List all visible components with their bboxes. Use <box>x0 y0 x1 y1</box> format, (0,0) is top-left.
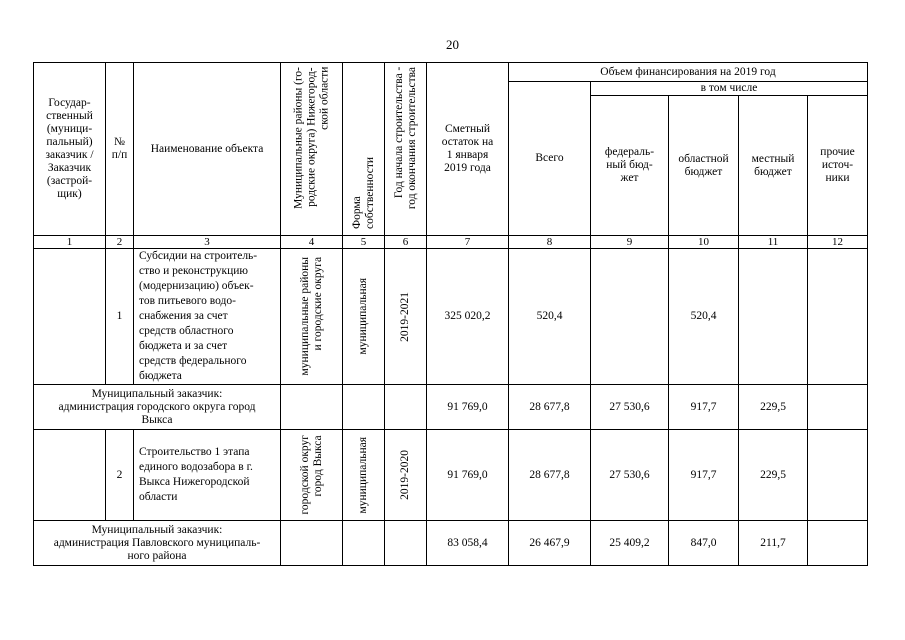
header-local: местный бюджет <box>739 96 808 236</box>
table-row <box>34 521 868 566</box>
federal-cell <box>591 249 669 385</box>
federal-cell: 25 409,2 <box>591 521 669 566</box>
header-total: Всего <box>509 82 591 236</box>
header-districts: Муниципальные районы (го- родские округа) Нижегород- ской области <box>281 63 343 236</box>
other-cell <box>808 521 868 566</box>
row-number: 2 <box>106 430 134 521</box>
col-number: 11 <box>739 236 808 249</box>
local-cell: 229,5 <box>739 430 808 521</box>
other-cell <box>808 249 868 385</box>
col-number: 8 <box>509 236 591 249</box>
object-name: Субсидии на строитель- ство и реконструкцию (модернизацию) объек- тов питьевого водо- снабжения за счет средств областного бюджета и за счет средств федерального бюджета <box>134 249 281 385</box>
col-number: 1 <box>34 236 106 249</box>
customer-group-label: Муниципальный заказчик: администрация городского округа город Выкса <box>34 385 281 430</box>
header-including: в том числе <box>591 82 868 96</box>
district-cell: городской округ город Выкса <box>281 430 343 521</box>
total-cell: 28 677,8 <box>509 430 591 521</box>
table-row <box>34 430 868 521</box>
total-cell: 28 677,8 <box>509 385 591 430</box>
row-number: 1 <box>106 249 134 385</box>
financing-table <box>33 62 868 566</box>
federal-cell: 27 530,6 <box>591 385 669 430</box>
col-number: 4 <box>281 236 343 249</box>
col-number: 2 <box>106 236 134 249</box>
col-number: 10 <box>669 236 739 249</box>
page-number: 20 <box>446 37 459 52</box>
object-name: Строительство 1 этапа единого водозабора в г. Выкса Нижегородской области <box>134 430 281 521</box>
header-years: Год начала строительства - год окончания строительства <box>385 63 427 236</box>
regional-cell: 917,7 <box>669 385 739 430</box>
header-ownership: Форма собственности <box>343 63 385 236</box>
customer-cell <box>34 249 106 385</box>
col-number: 5 <box>343 236 385 249</box>
district-cell: муниципальные районы и городские округа <box>281 249 343 385</box>
regional-cell: 847,0 <box>669 521 739 566</box>
district-cell <box>281 385 343 430</box>
col-number: 3 <box>134 236 281 249</box>
years-cell <box>385 521 427 566</box>
years-cell: 2019-2021 <box>385 249 427 385</box>
customer-group-label: Муниципальный заказчик: администрация Павловского муниципаль- ного района <box>34 521 281 566</box>
header-regional: областной бюджет <box>669 96 739 236</box>
col-number: 9 <box>591 236 669 249</box>
estimate-cell: 83 058,4 <box>427 521 509 566</box>
district-cell <box>281 521 343 566</box>
col-number: 6 <box>385 236 427 249</box>
table-row <box>34 385 868 430</box>
federal-cell: 27 530,6 <box>591 430 669 521</box>
local-cell: 229,5 <box>739 385 808 430</box>
ownership-cell: муниципальная <box>343 249 385 385</box>
ownership-cell: муниципальная <box>343 430 385 521</box>
ownership-cell <box>343 521 385 566</box>
estimate-cell: 91 769,0 <box>427 430 509 521</box>
customer-cell <box>34 430 106 521</box>
col-number: 12 <box>808 236 868 249</box>
estimate-cell: 325 020,2 <box>427 249 509 385</box>
total-cell: 520,4 <box>509 249 591 385</box>
header-funding: Объем финансирования на 2019 год <box>509 63 868 82</box>
regional-cell: 520,4 <box>669 249 739 385</box>
other-cell <box>808 430 868 521</box>
header-federal: федераль- ный бюд- жет <box>591 96 669 236</box>
table-row <box>34 249 868 385</box>
header-other: прочие источ- ники <box>808 96 868 236</box>
regional-cell: 917,7 <box>669 430 739 521</box>
header-customer: Государ- ственный (муници- пальный) заказчик / Заказчик (застрой- щик) <box>34 63 106 236</box>
estimate-cell: 91 769,0 <box>427 385 509 430</box>
years-cell: 2019-2020 <box>385 430 427 521</box>
local-cell <box>739 249 808 385</box>
header-num: № п/п <box>106 63 134 236</box>
header-object-name: Наименование объекта <box>134 63 281 236</box>
years-cell <box>385 385 427 430</box>
local-cell: 211,7 <box>739 521 808 566</box>
col-number: 7 <box>427 236 509 249</box>
ownership-cell <box>343 385 385 430</box>
total-cell: 26 467,9 <box>509 521 591 566</box>
header-estimate: Сметный остаток на 1 января 2019 года <box>427 63 509 236</box>
other-cell <box>808 385 868 430</box>
